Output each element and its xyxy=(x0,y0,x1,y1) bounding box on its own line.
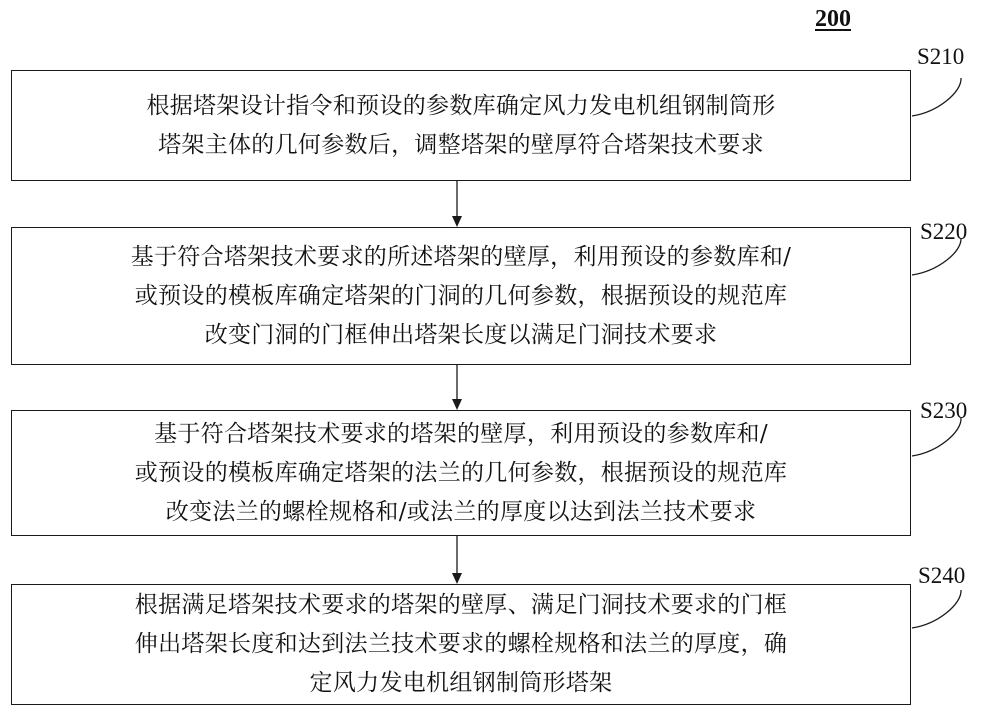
step-label-s220: S220 xyxy=(920,219,968,244)
arrowhead-icon xyxy=(452,573,462,584)
step-text-line: 根据满足塔架技术要求的塔架的壁厚、满足门洞技术要求的门框 xyxy=(134,592,788,618)
step-label-s230: S230 xyxy=(920,398,968,423)
step-text-line: 定风力发电机组钢制筒形塔架 xyxy=(309,670,613,696)
step-text-line: 塔架主体的几何参数后，调整塔架的壁厚符合塔架技术要求 xyxy=(158,131,764,158)
step-text-line: 伸出塔架长度和达到法兰技术要求的螺栓规格和法兰的厚度，确 xyxy=(134,631,788,657)
step-text-line: 基于符合塔架技术要求的塔架的壁厚，利用预设的参数库和/ xyxy=(154,420,768,447)
step-label-s240: S240 xyxy=(918,563,966,588)
leader-line-s240 xyxy=(912,590,961,628)
step-text-line: 改变门洞的门框伸出塔架长度以满足门洞技术要求 xyxy=(204,321,718,348)
step-text-line: 或预设的模板库确定塔架的门洞的几何参数，根据预设的规范库 xyxy=(134,282,788,309)
leader-line-s210 xyxy=(912,78,961,116)
arrowhead-icon xyxy=(452,399,462,410)
step-label-s210: S210 xyxy=(917,44,965,69)
leader-line-s220 xyxy=(912,238,961,275)
arrowhead-icon xyxy=(452,216,462,227)
step-text-line: 或预设的模板库确定塔架的法兰的几何参数，根据预设的规范库 xyxy=(134,459,788,486)
step-text-line: 基于符合塔架技术要求的所述塔架的壁厚，利用预设的参数库和/ xyxy=(130,243,792,270)
step-text-line: 根据塔架设计指令和预设的参数库确定风力发电机组钢制筒形 xyxy=(146,92,776,119)
step-text-line: 改变法兰的螺栓规格和/或法兰的厚度以达到法兰技术要求 xyxy=(165,498,757,525)
figure-number: 200 xyxy=(815,6,851,32)
leader-line-s230 xyxy=(912,418,961,456)
